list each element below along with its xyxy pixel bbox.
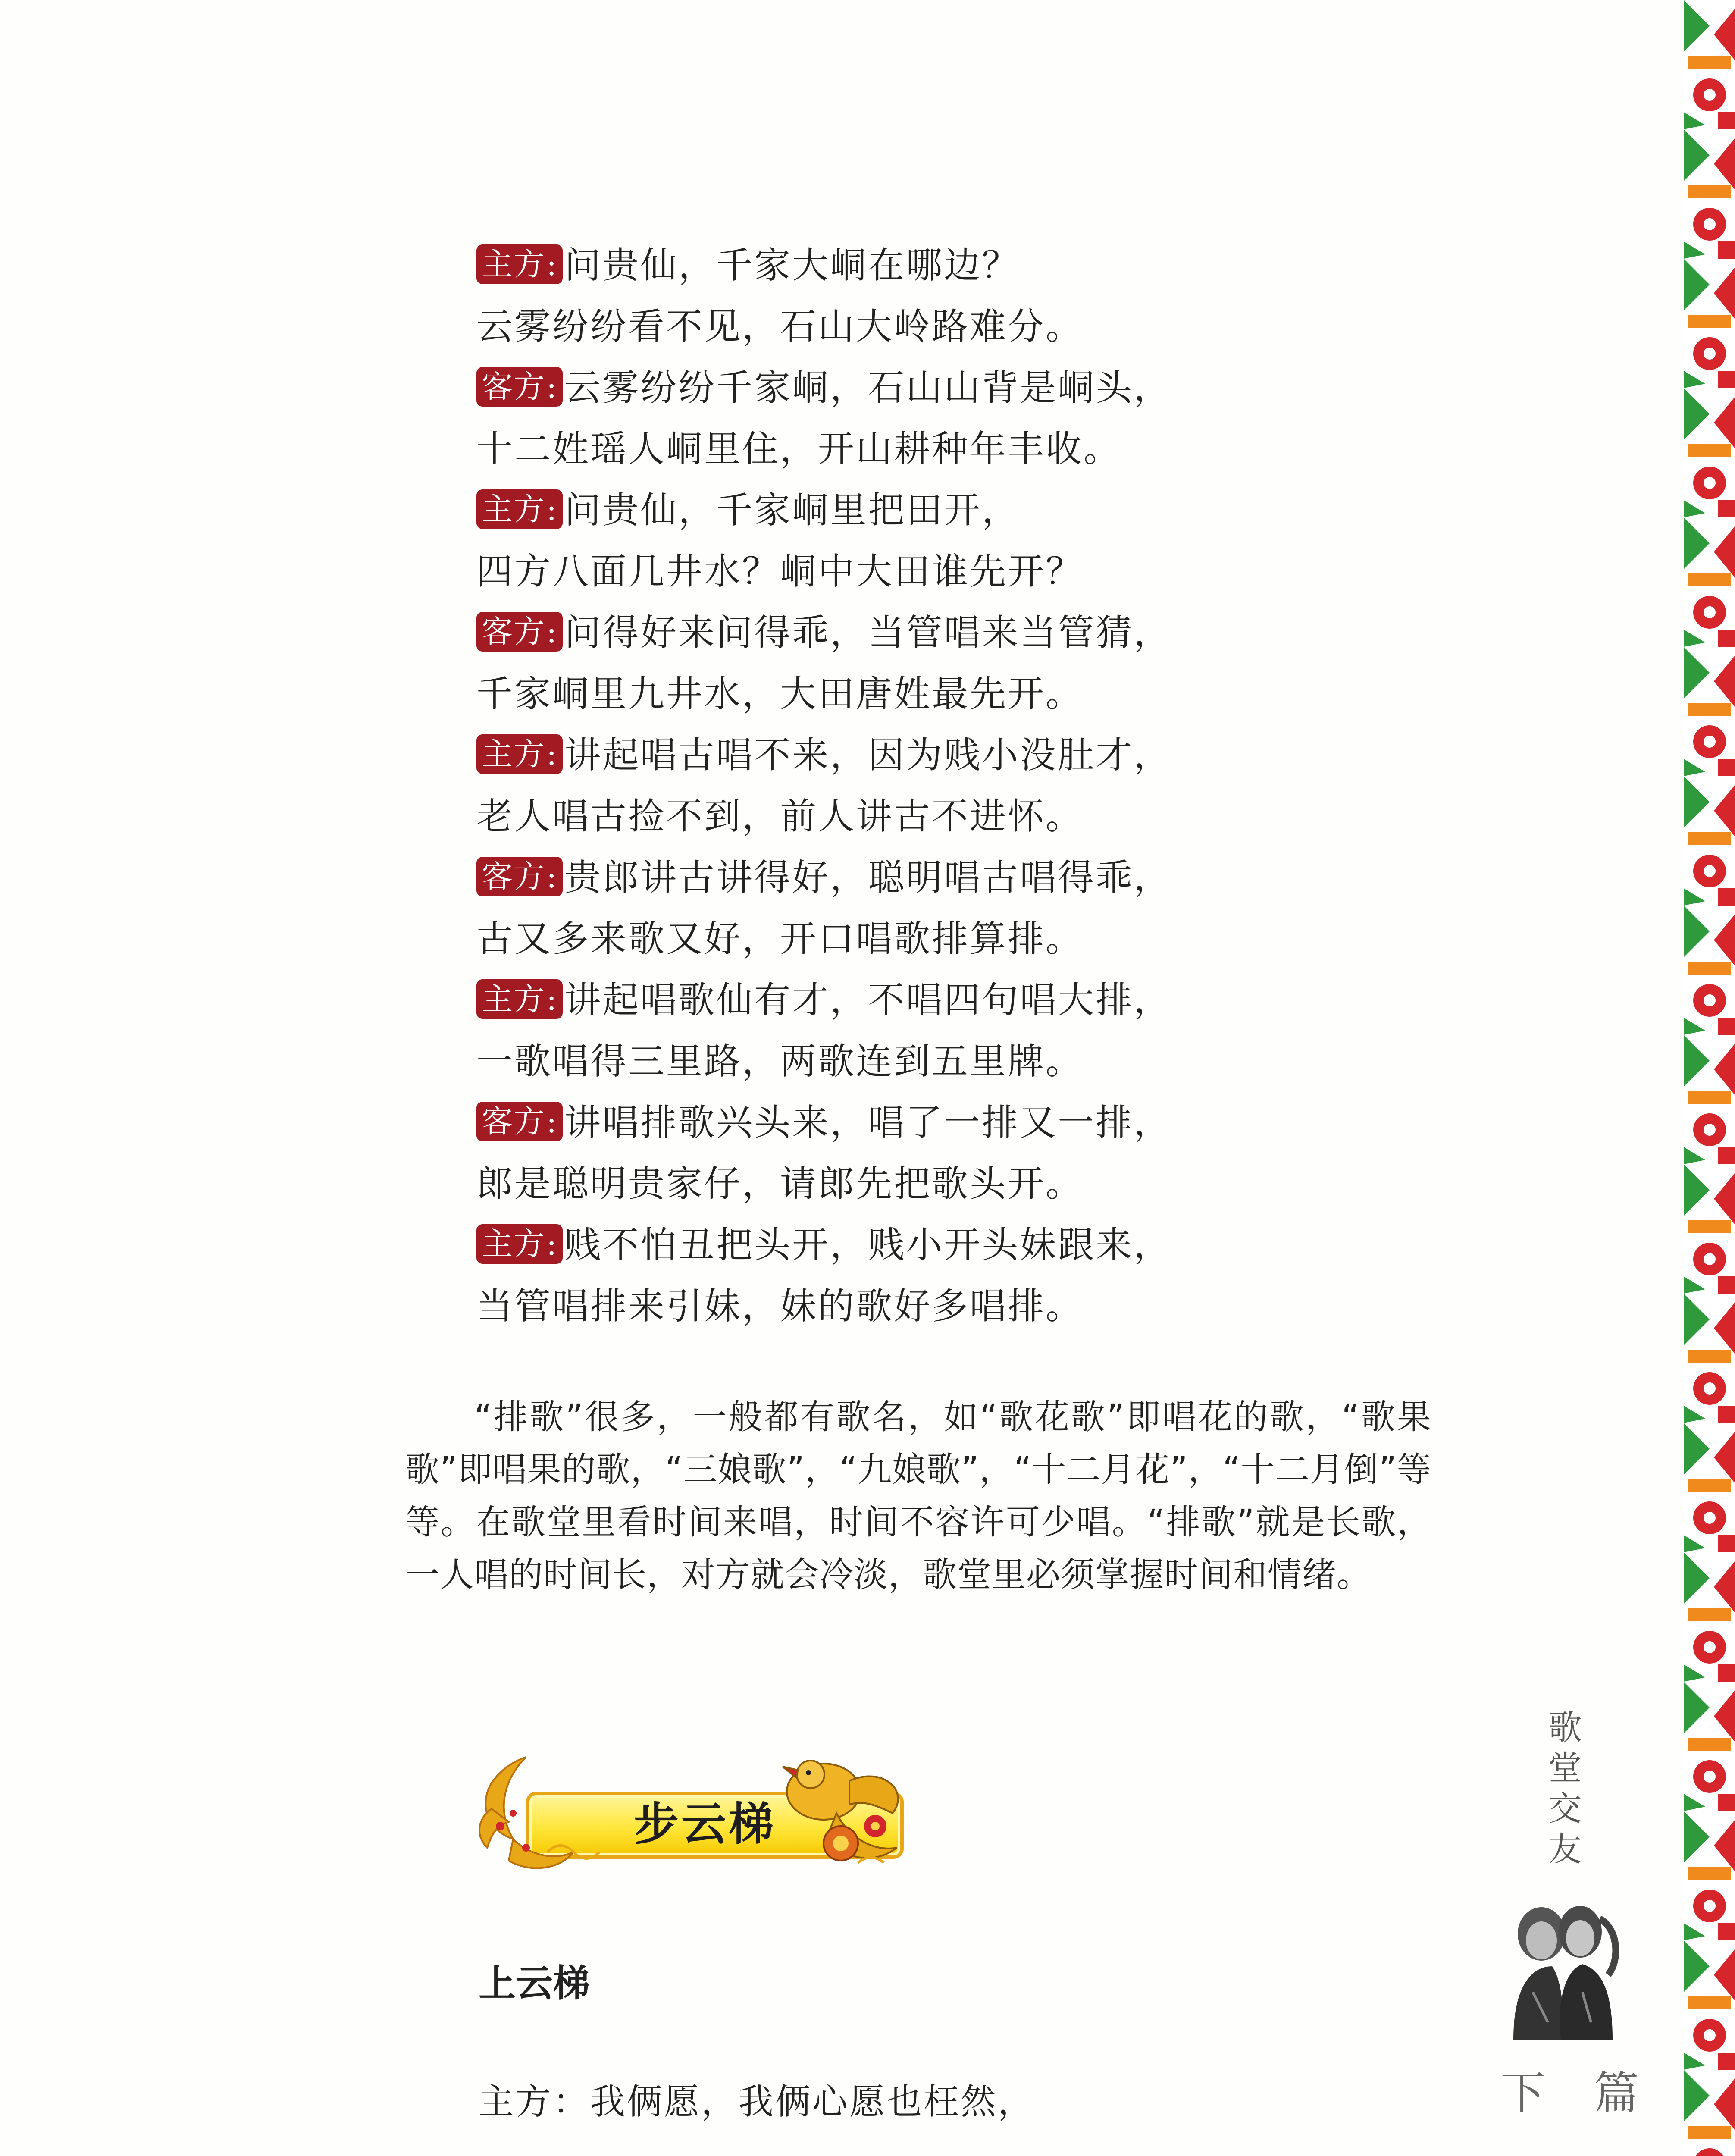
section-char: 友 — [1548, 1830, 1582, 1869]
dialogue-text: 四方八面几井水？峒中大田谁先开？ — [476, 550, 1084, 592]
dialogue-text: 当管唱排来引妹，妹的歌好多唱排。 — [476, 1285, 1084, 1327]
speaker-tag: 主方 : — [476, 979, 563, 1019]
dialogue-text: 十二姓瑶人峒里住，开山耕种年丰收。 — [476, 428, 1122, 470]
dialogue-text: 问贵仙，千家大峒在哪边？ — [564, 244, 1020, 286]
dialogue-line — [476, 609, 1209, 670]
part-label: 下 篇 — [1500, 2067, 1657, 2119]
dialogue-line — [476, 548, 1209, 609]
dialogue-text: 讲唱排歌兴头来，唱了一排又一排， — [564, 1101, 1172, 1144]
dialogue-line — [476, 731, 1209, 793]
dialogue-text: 古又多来歌又好，开口唱歌排算排。 — [476, 918, 1084, 960]
section-char: 歌 — [1548, 1708, 1582, 1747]
section-char: 堂 — [1548, 1749, 1582, 1788]
dialogue-line — [476, 486, 1209, 548]
dialogue-line — [476, 1160, 1209, 1221]
prose-paragraph: “排歌”很多，一般都有歌名，如“歌花歌”即唱花的歌，“歌果歌”即唱果的歌，“三娘歌”，“九娘歌”，“十二月花”，“十二月倒”等等。在歌堂里看时间来唱，时间不容许可少唱。“排歌”就是长歌，一人唱的时间长，对方就会冷淡，歌堂里必须掌握时间和情绪。 — [405, 1397, 1431, 1595]
speaker-tag: 主方 : — [476, 1224, 563, 1264]
dialogue-line — [476, 1221, 1209, 1282]
dialogue-line — [476, 364, 1209, 425]
two-women-photo-icon — [1496, 1893, 1625, 2040]
dialogue-line — [476, 670, 1209, 731]
speaker-tag: 客方 : — [476, 857, 563, 896]
section-label-vertical — [1546, 1708, 1585, 1870]
dialogue-line — [476, 241, 1209, 303]
dialogue-line — [476, 1282, 1209, 1344]
dialogue-text: 贵郎讲古讲得好，聪明唱古唱得乖， — [564, 856, 1172, 899]
speaker-tag: 主方 : — [476, 489, 563, 529]
dialogue-line — [476, 915, 1209, 976]
dialogue-line — [476, 976, 1209, 1037]
dialogue-text: 云雾纷纷千家峒，石山山背是峒头， — [564, 367, 1172, 409]
dialogue-text: 郎是聪明贵家仔，请郎先把歌头开。 — [476, 1163, 1084, 1205]
dialogue-line — [476, 303, 1209, 364]
speaker-tag: 主方 : — [476, 244, 563, 284]
subheading: 上云梯 — [479, 1962, 590, 2005]
dialogue-text: 老人唱古捡不到，前人讲古不进怀。 — [476, 795, 1084, 837]
dialogue-text: 千家峒里九井水，大田唐姓最先开。 — [476, 673, 1084, 715]
dialogue-text: 贱不怕丑把头开，贱小开头妹跟来， — [564, 1224, 1172, 1266]
banner-title: 步云梯 — [634, 1798, 777, 1850]
dialogue-line — [476, 1099, 1209, 1160]
decorative-border-icon — [1684, 0, 1735, 2156]
section-banner — [461, 1740, 927, 1891]
dialogue-text: 问贵仙，千家峒里把田开， — [564, 489, 1020, 531]
dialogue-line — [476, 854, 1209, 915]
last-dialogue-line: 主方：我俩愿，我俩心愿也枉然， — [479, 2081, 1035, 2122]
speaker-tag: 客方 : — [476, 367, 563, 407]
speaker-tag: 主方 : — [476, 734, 563, 774]
dialogue-block — [476, 241, 1209, 1344]
speaker-tag: 客方 : — [476, 612, 563, 652]
speaker-tag: 客方 : — [476, 1102, 563, 1141]
dialogue-line — [476, 1037, 1209, 1099]
dialogue-text: 问得好来问得乖，当管唱来当管猜， — [564, 611, 1172, 654]
dialogue-text: 讲起唱古唱不来，因为贱小没肚才， — [564, 734, 1172, 776]
dialogue-text: 讲起唱歌仙有才，不唱四句唱大排， — [564, 979, 1172, 1021]
dialogue-line — [476, 793, 1209, 854]
dialogue-text: 云雾纷纷看不见，石山大岭路难分。 — [476, 305, 1084, 348]
dialogue-text: 一歌唱得三里路，两歌连到五里牌。 — [476, 1040, 1084, 1082]
section-char: 交 — [1548, 1789, 1582, 1828]
dialogue-line — [476, 425, 1209, 486]
